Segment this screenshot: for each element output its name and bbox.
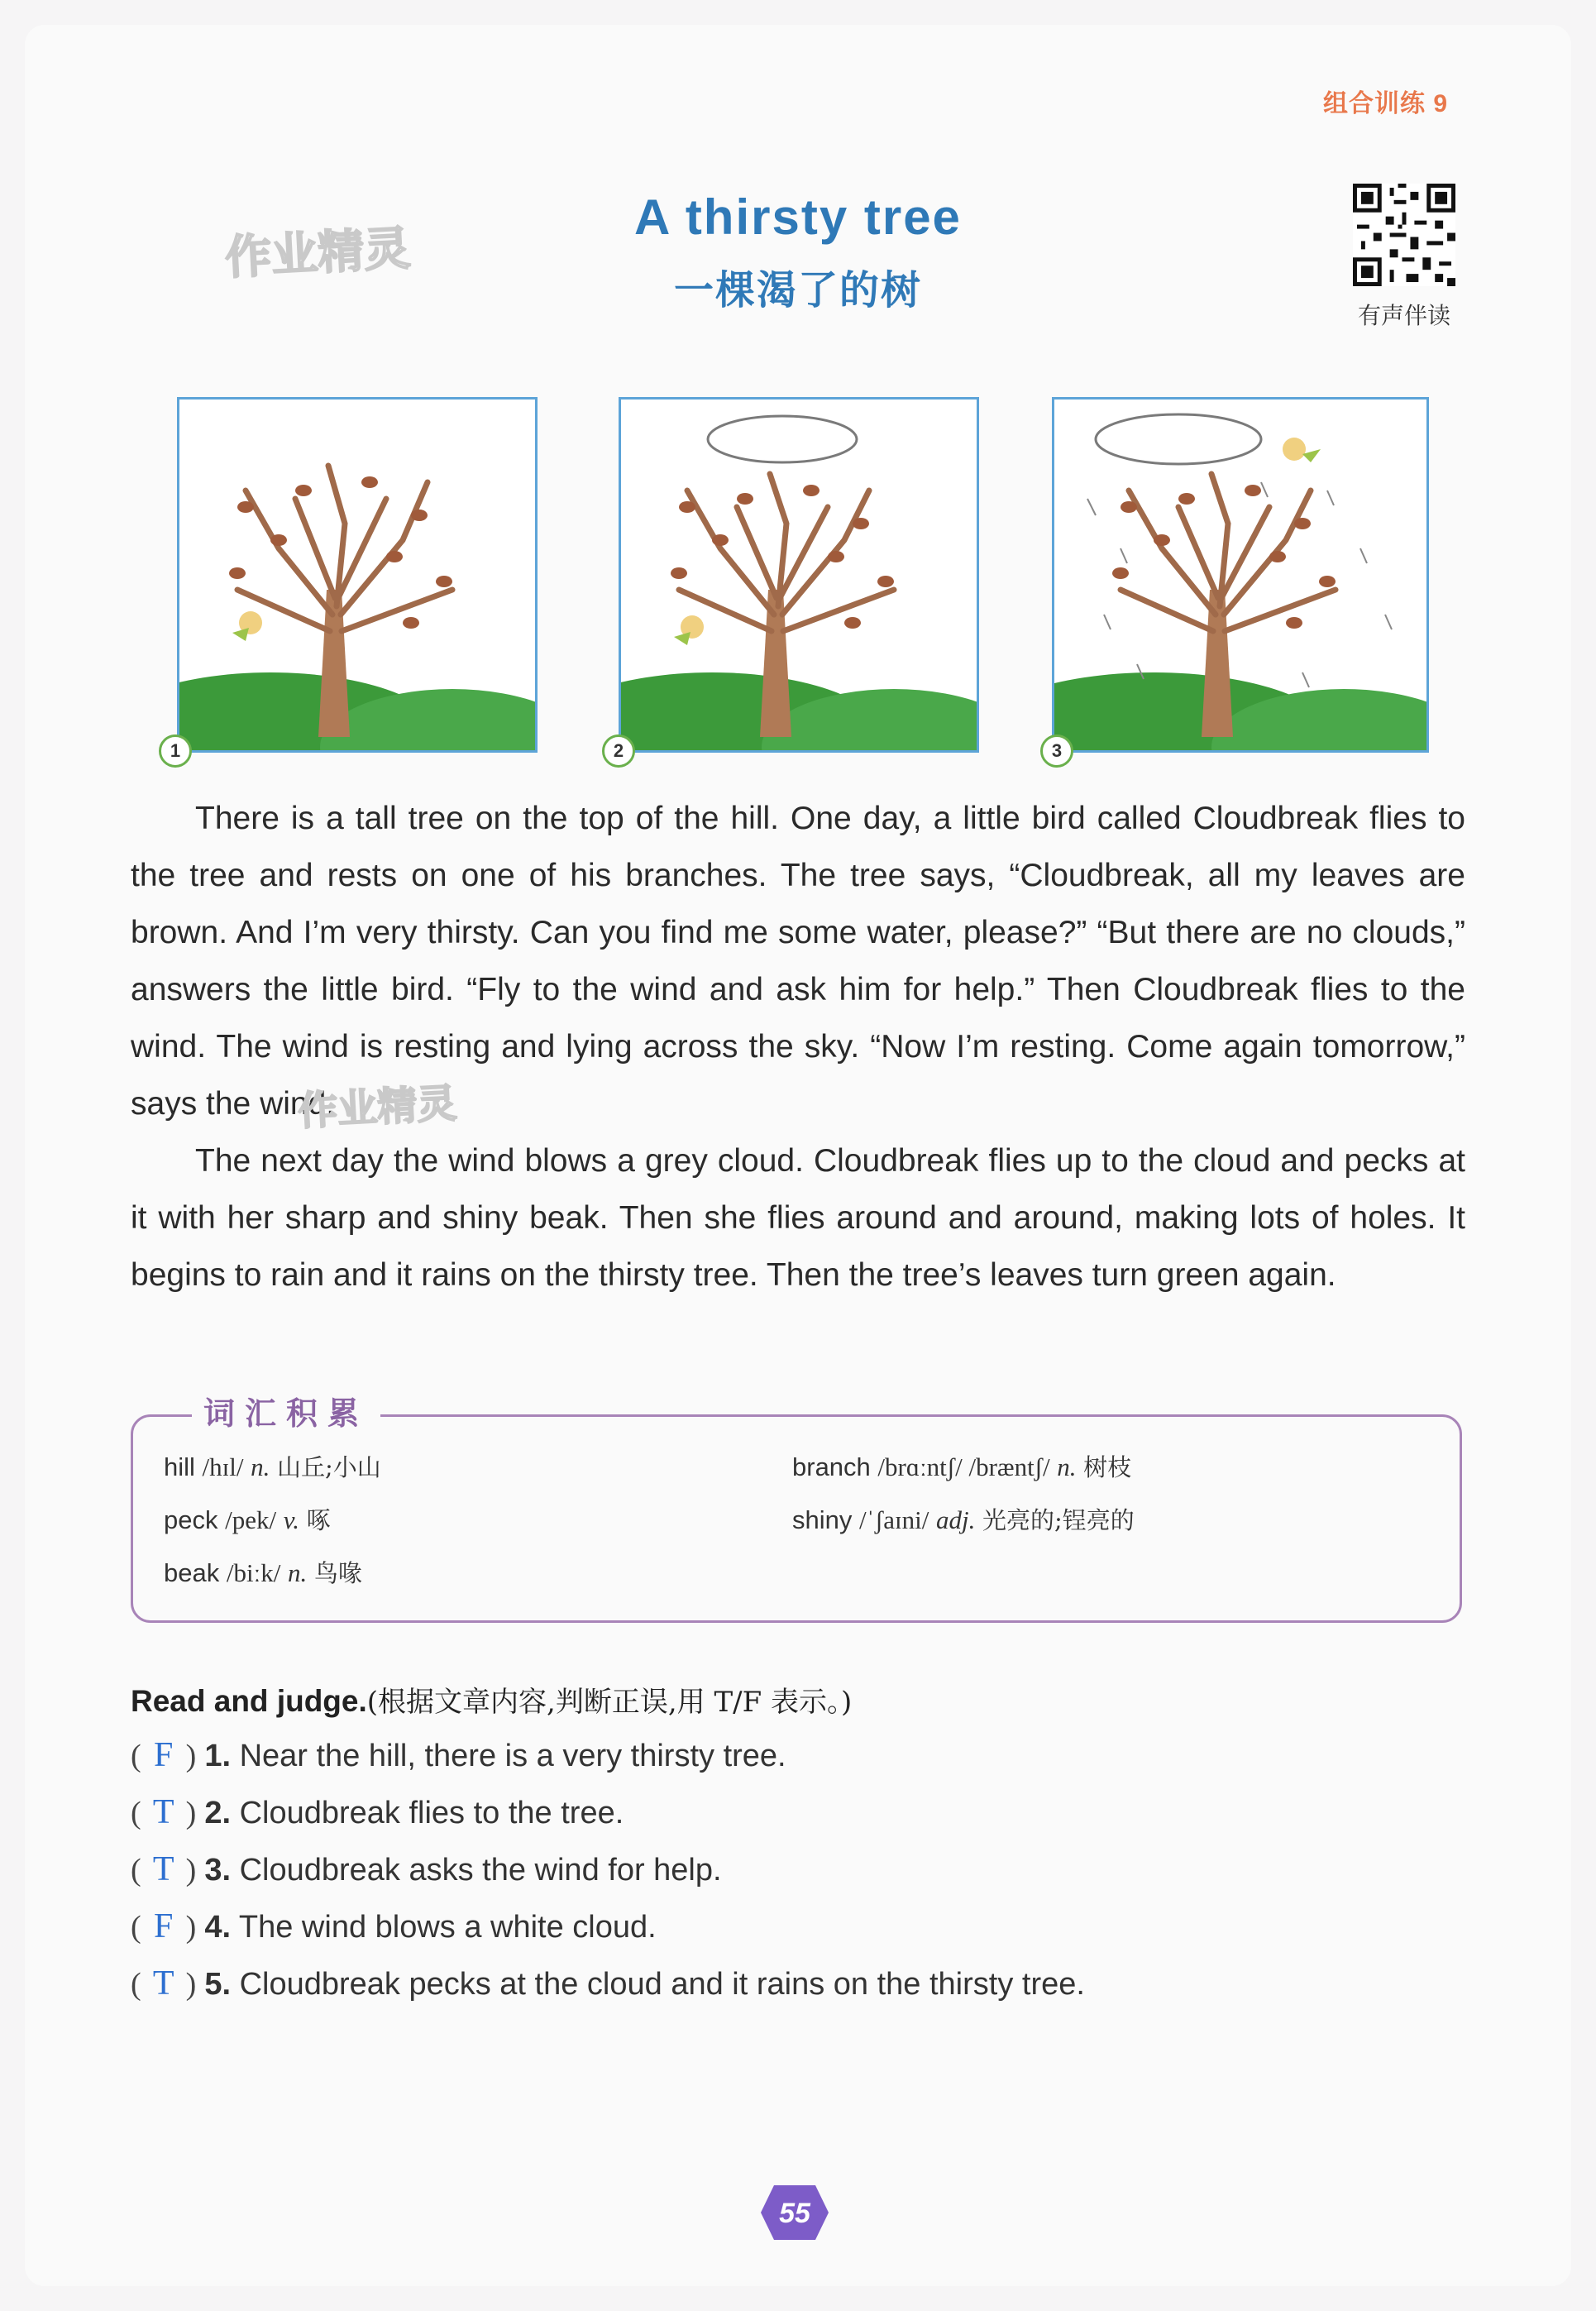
question-3: ( T ) 3. Cloudbreak asks the wind for help. xyxy=(131,1850,722,1888)
watermark: 作业精灵 xyxy=(223,222,412,285)
story-paragraph-1: There is a tall tree on the top of the hill. One day, a little bird called Cloudbreak flies to the tree and rests on one of his branches. The tree says, “Cloudbreak, all my leaves are brown. And I’m very thirsty. Can you find me some water, please?” “But there are no clouds,” answers the little bird. “Fly to the wind and ask him for help.” Then Cloudbreak flies to the wind. The wind is resting and lying across the sky. “Now I’m resting. Come again tomorrow,” says the wind. xyxy=(131,801,1465,1122)
page-number-badge xyxy=(759,2184,830,2242)
question-5: ( T ) 5. Cloudbreak pecks at the cloud and it rains on the thirsty tree. xyxy=(131,1964,1085,2002)
story-title-chinese: 一棵渴了的树 xyxy=(673,267,922,313)
question-4: ( F ) 4. The wind blows a white cloud. xyxy=(131,1907,657,1945)
illustration-panel-2 xyxy=(619,397,979,753)
answer-field-1[interactable]: F xyxy=(153,1736,174,1774)
page-number: 55 xyxy=(779,2198,810,2229)
answer-field-5[interactable]: T xyxy=(152,1964,174,2002)
panel-number-3: 3 xyxy=(1040,734,1073,768)
story-paragraph-2: The next day the wind blows a grey cloud. Cloudbreak flies up to the cloud and pecks at it with her sharp and shiny beak. Then she flies around and around, making lots of holes. It begins to rain and it rains on the thirsty tree. Then the tree’s leaves turn green again. xyxy=(131,1143,1465,1293)
watermark: 作业精灵 xyxy=(296,1080,458,1135)
vocabulary-title: 词汇积累 xyxy=(192,1388,380,1433)
panel-number-1: 1 xyxy=(159,734,192,768)
illustration-panel-1 xyxy=(177,397,538,753)
story-title-english: A thirsty tree xyxy=(634,189,962,245)
question-2: ( T ) 2. Cloudbreak flies to the tree. xyxy=(131,1793,624,1831)
qr-code-icon[interactable] xyxy=(1353,184,1455,286)
read-and-judge-heading: Read and judge.(根据文章内容,判断正误,用 T/F 表示。) xyxy=(131,1684,853,1719)
section-label: 组合训练 9 xyxy=(1323,90,1449,117)
qr-label: 有声伴读 xyxy=(1357,302,1450,329)
vocab-item-peck: peck /pek/ v. 啄 xyxy=(164,1505,331,1534)
question-1: ( F ) 1. Near the hill, there is a very thirsty tree. xyxy=(131,1736,786,1774)
tree-illustration xyxy=(179,400,535,750)
vocab-item-branch: branch /brɑːntʃ/ /bræntʃ/ n. 树枝 xyxy=(792,1452,1132,1481)
story-text xyxy=(131,790,1465,1304)
illustration-panel-3 xyxy=(1052,397,1429,753)
vocab-item-hill: hill /hɪl/ n. 山丘;小山 xyxy=(164,1452,381,1481)
tree-illustration xyxy=(1054,400,1426,750)
answer-field-2[interactable]: T xyxy=(152,1793,174,1831)
answer-field-4[interactable]: F xyxy=(153,1907,174,1945)
panel-number-2: 2 xyxy=(602,734,635,768)
tree-illustration xyxy=(621,400,977,750)
vocab-item-shiny: shiny /ˈʃaɪni/ adj. 光亮的;锃亮的 xyxy=(792,1505,1135,1534)
answer-field-3[interactable]: T xyxy=(152,1850,174,1888)
vocab-item-beak: beak /biːk/ n. 鸟喙 xyxy=(164,1558,362,1587)
